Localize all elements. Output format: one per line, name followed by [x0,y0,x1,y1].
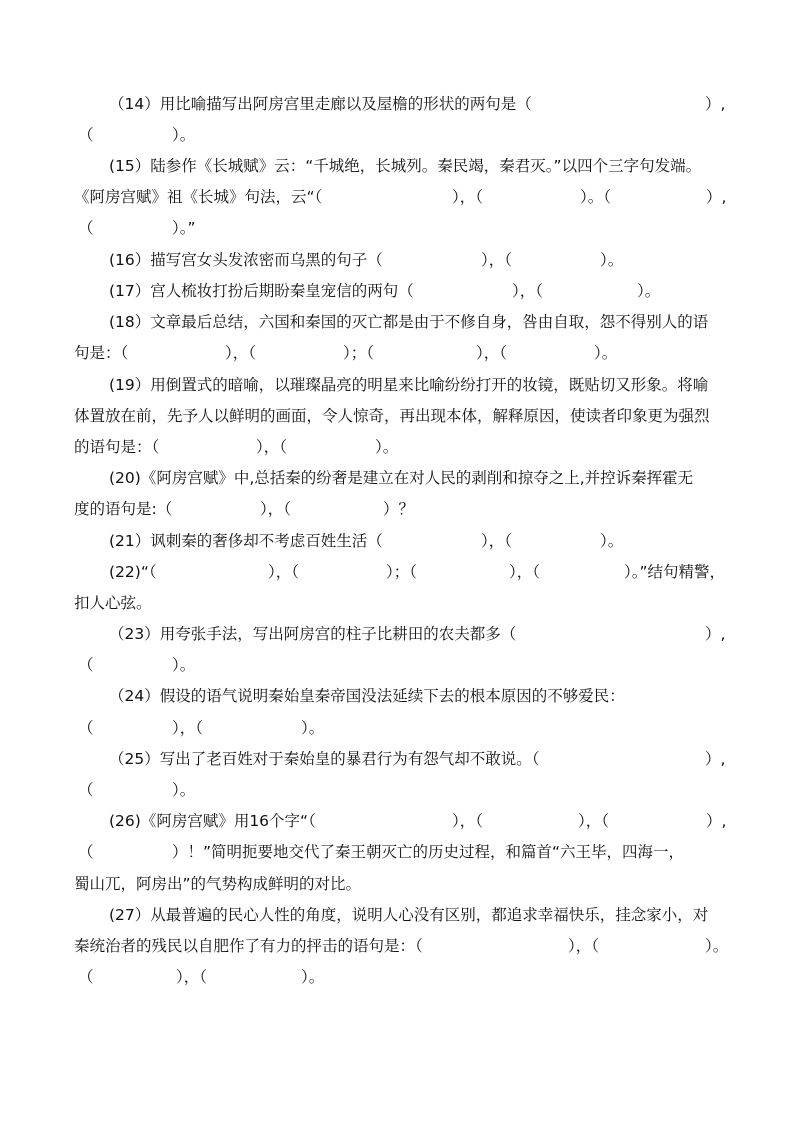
blank-close: ）。 [594,344,618,362]
blank-close: ）, [705,95,726,113]
question-27-line-3 [0,962,794,992]
question-20-line-2 [0,494,794,524]
question-18-text: (18）文章最后总结，六国和秦国的灭亡都是由于不修自身，咎由自取，怨不得别人的语 [109,313,709,331]
question-15-text: 《阿房宫赋》祖《长城》句法，云“（ [74,188,323,206]
blank-close: ）。” [172,219,196,237]
question-22-line-2 [0,588,794,618]
question-18-text: 句是：（ [74,344,129,362]
question-26-text: ）！”简明扼要地交代了秦王朝灭亡的历史过程，和篇首“六王毕，四海一， [172,843,685,861]
question-22-line-1 [0,557,794,587]
blank-separator: ）。（ [580,188,612,206]
blank-close: ）。 [301,968,325,986]
question-19-line-2 [0,401,794,431]
question-21-text: (21）讽刺秦的奢侈却不考虑百姓生活（ [109,532,383,550]
question-18-line-1 [0,307,794,337]
question-22-text: (22)“（ [109,563,157,581]
question-21-line [0,526,794,556]
question-27-line-1 [0,900,794,930]
blank-open: （ [78,219,94,237]
blank-separator: ），（ [578,812,610,830]
question-14-text: （14）用比喻描写出阿房宫里走廊以及屋檐的形状的两句是（ [109,95,532,113]
question-15-line-1 [0,151,794,181]
question-26-line-3 [0,869,794,899]
blank-separator: ），（ [260,500,292,518]
blank-open: （ [78,656,94,674]
question-20-text: (20)《阿房宫赋》中,总括秦的纷奢是建立在对人民的剥削和掠夺之上,并控诉秦挥霍无 [109,469,694,487]
blank-separator: ），（ [509,563,541,581]
question-27-text: (27）从最普遍的民心人性的角度，说明人心没有区别，都追求幸福快乐，挂念家小，对 [109,906,709,924]
question-15-text: (15）陆参作《长城赋》云：“千城绝，长城列。秦民竭，秦君灭。”以四个三字句发端。 [109,157,702,175]
blank-separator: ），（ [512,282,544,300]
blank-separator: ），（ [452,812,484,830]
blank-separator: ）；（ [343,344,375,362]
blank-separator: ），（ [225,344,257,362]
blank-close: ）, [706,188,727,206]
question-23-text: （23）用夸张手法，写出阿房宫的柱子比耕田的农夫都多（ [109,625,517,643]
blank-separator: ），（ [481,532,513,550]
question-27-line-2 [0,931,794,961]
question-24-line-2 [0,713,794,743]
question-19-line-1 [0,370,794,400]
question-17-text: (17）宫人梳妆打扮后期盼秦皇宠信的两句（ [109,282,414,300]
question-22-text: ）。”结句精警， [624,563,726,581]
question-26-line-1 [0,806,794,836]
question-16-text: (16）描写宫女头发浓密而乌黑的句子（ [109,251,383,269]
blank-separator: ），（ [256,438,288,456]
blank-separator: ），（ [481,251,513,269]
blank-close: ）。 [172,781,196,799]
question-17-line [0,276,794,306]
blank-close: ）。 [172,126,196,144]
question-25-line-1 [0,744,794,774]
question-18-line-2 [0,338,794,368]
blank-close: ）？ [383,500,415,518]
question-20-text: 度的语句是:（ [74,500,173,518]
question-19-line-3 [0,432,794,462]
blank-close: ）, [705,625,726,643]
blank-separator: ），（ [476,344,508,362]
blank-close: ）。 [705,937,729,955]
blank-separator: ），（ [268,563,300,581]
blank-open: （ [78,968,94,986]
question-19-text: (19）用倒置式的暗喻，以璀璨晶亮的明星来比喻纷纷打开的妆镜，既贴切又形象。将喻 [109,376,709,394]
question-25-line-2 [0,775,794,805]
question-23-line-1 [0,619,794,649]
blank-separator: ），（ [568,937,600,955]
blank-separator: ），（ [452,188,484,206]
question-14-line-2 [0,120,794,150]
blank-open: （ [78,126,94,144]
question-24-line-1 [0,681,794,711]
blank-close: ）。 [375,438,399,456]
blank-separator: ），（ [172,719,204,737]
question-26-text: 蜀山兀，阿房出”的气势构成鲜明的对比。 [74,875,362,893]
question-16-line [0,245,794,275]
blank-close: ）。 [600,251,624,269]
question-20-line-1 [0,463,794,493]
question-23-line-2 [0,650,794,680]
question-14-line-1 [0,89,794,119]
question-26-line-2 [0,837,794,867]
question-24-text: （24）假设的语气说明秦始皇秦帝国没法延续下去的根本原因的不够爱民： [109,687,625,705]
blank-close: ）。 [600,532,624,550]
blank-separator: ），（ [176,968,208,986]
question-27-text: 秦统治者的残民以自肥作了有力的抨击的语句是：（ [74,937,423,955]
blank-close: ）。 [637,282,661,300]
question-22-text: 扣人心弦。 [74,594,152,612]
blank-close: ）, [706,812,727,830]
question-25-text: （25）写出了老百姓对于秦始皇的暴君行为有怨气却不敢说。（ [109,750,540,768]
blank-close: ）。 [172,656,196,674]
question-26-text: (26)《阿房宫赋》用16个字“（ [109,812,316,830]
blank-open: （ [78,781,94,799]
blank-separator: ）；（ [386,563,418,581]
blank-close: ）, [705,750,726,768]
question-15-line-2 [0,182,794,212]
question-19-text: 体置放在前，先予人以鲜明的画面，令人惊奇，再出现本体，解释原因，使读者印象更为强烈 [74,407,710,425]
blank-close: ）。 [301,719,325,737]
question-15-line-3 [0,213,794,243]
blank-open: （ [78,843,94,861]
blank-open: （ [78,719,94,737]
question-19-text: 的语句是：（ [74,438,160,456]
